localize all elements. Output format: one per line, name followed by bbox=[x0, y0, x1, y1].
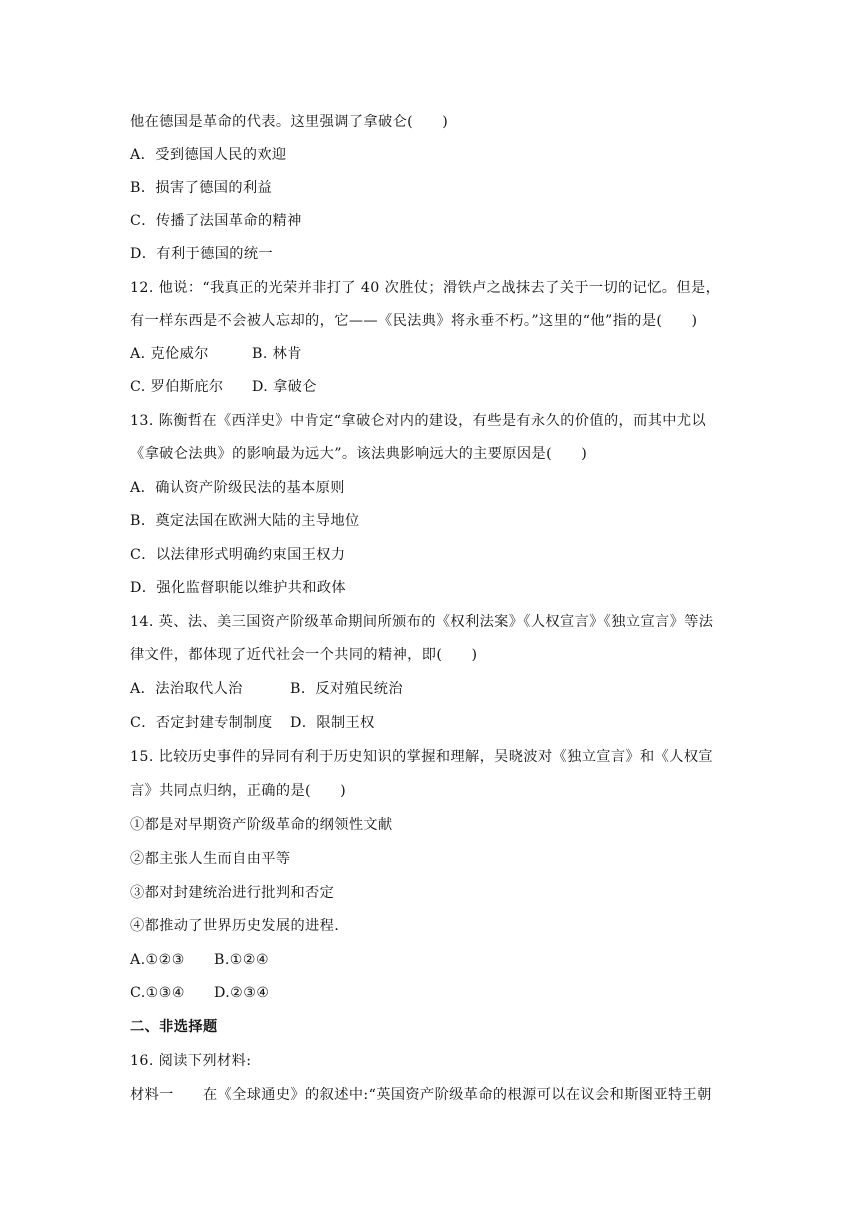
q15-stem-line2: 言》共同点归纳，正确的是( ) bbox=[130, 783, 347, 799]
q12-option-d: D. 拿破仑 bbox=[252, 379, 317, 395]
q15-options-row1 bbox=[130, 950, 740, 970]
q12-options-row2 bbox=[130, 377, 740, 397]
q12-option-c: C. 罗伯斯庇尔 bbox=[130, 379, 224, 395]
q13-option-d: D．强化监督职能以维护共和政体 bbox=[130, 580, 347, 596]
q13-option-a: A．确认资产阶级民法的基本原则 bbox=[130, 480, 345, 496]
q13-stem-line2: 《拿破仑法典》的影响最为远大”。该法典影响远大的主要原因是( ) bbox=[130, 446, 588, 462]
q11-stem-continuation: 他在德国是革命的代表。这里强调了拿破仑( ) bbox=[130, 114, 449, 130]
q15-statement-4: ④都推动了世界历史发展的进程. bbox=[130, 918, 340, 934]
q11-option-a: A．受到德国人民的欢迎 bbox=[130, 147, 287, 163]
q15-stem-line1: 15. 比较历史事件的异同有利于历史知识的掌握和理解，吴晓波对《独立宣言》和《人权宣 bbox=[130, 749, 714, 765]
q12-stem-line2: 有一样东西是不会被人忘却的，它——《民法典》将永垂不朽。”这里的“他”指的是( ) bbox=[130, 313, 698, 329]
q15-statement-2: ②都主张人生而自由平等 bbox=[130, 851, 291, 867]
q14-options-row2 bbox=[130, 713, 740, 733]
q14-stem-line2: 律文件，都体现了近代社会一个共同的精神，即( ) bbox=[130, 647, 478, 663]
q16-material-1: 材料一 在《全球通史》的叙述中:“英国资产阶级革命的根源可以在议会和斯图亚特王朝 bbox=[130, 1087, 712, 1103]
q15-option-a: A.①②③ bbox=[130, 952, 185, 968]
q12-option-a: A. 克伦威尔 bbox=[130, 346, 209, 362]
q14-stem-line1: 14. 英、法、美三国资产阶级革命期间所颁布的《权利法案》《人权宣言》《独立宣言》等法 bbox=[130, 614, 714, 630]
q15-statement-1: ①都是对早期资产阶级革命的纲领性文献 bbox=[130, 817, 393, 833]
q14-option-b: B．反对殖民统治 bbox=[290, 681, 403, 697]
q11-option-b: B．损害了德国的利益 bbox=[130, 180, 273, 196]
q14-option-d: D．限制王权 bbox=[290, 715, 375, 731]
q15-option-b: B.①②④ bbox=[214, 952, 270, 968]
q15-statement-3: ③都对封建统治进行批判和否定 bbox=[130, 885, 335, 901]
q14-option-c: C．否定封建专制制度 bbox=[130, 715, 273, 731]
section-title-non-choice: 二、非选择题 bbox=[130, 1019, 218, 1035]
q12-option-b: B. 林肯 bbox=[252, 346, 302, 362]
q11-option-c: C．传播了法国革命的精神 bbox=[130, 213, 302, 229]
q13-option-c: C．以法律形式明确约束国王权力 bbox=[130, 547, 346, 563]
q16-stem: 16. 阅读下列材料: bbox=[130, 1053, 252, 1069]
q12-stem-line1: 12. 他说：“我真正的光荣并非打了 40 次胜仗；滑铁卢之战抹去了关于一切的记忆。但是， bbox=[130, 280, 721, 296]
q14-options-row1 bbox=[130, 679, 740, 699]
q15-option-d: D.②③④ bbox=[214, 985, 270, 1001]
q12-options-row1 bbox=[130, 344, 740, 364]
q14-option-a: A．法治取代人治 bbox=[130, 681, 243, 697]
q15-options-row2 bbox=[130, 983, 740, 1003]
q13-stem-line1: 13. 陈衡哲在《西洋史》中肯定“拿破仑对内的建设，有些是有永久的价值的，而其中尤以 bbox=[130, 413, 707, 429]
q11-option-d: D．有利于德国的统一 bbox=[130, 246, 274, 262]
q13-option-b: B．奠定法国在欧洲大陆的主导地位 bbox=[130, 513, 360, 529]
q15-option-c: C.①③④ bbox=[130, 985, 186, 1001]
